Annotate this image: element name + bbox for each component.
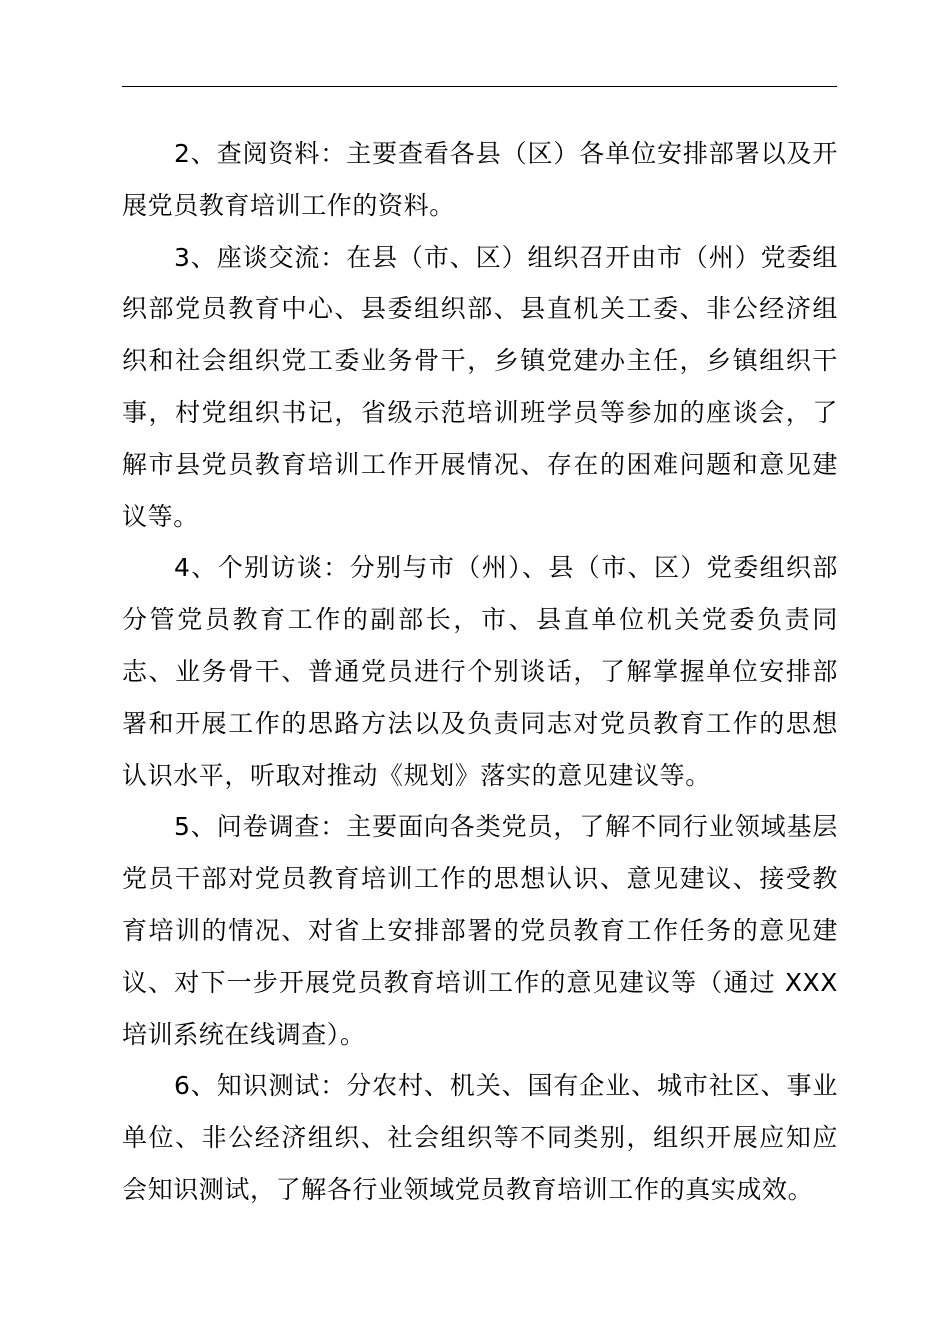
document-body (122, 128, 838, 1216)
paragraph-individual-interview: 4、个别访谈：分别与市（州）、县（市、区）党委组织部分管党员教育工作的副部长，市、县直单位机关党委负责同志、业务骨干、普通党员进行个别谈话，了解掌握单位安排部署和开展工作的思路方法以及负责同志对党员教育工作的思想认识水平，听取对推动《规划》落实的意见建议等。 (122, 553, 838, 790)
paragraph-questionnaire: 5、问卷调查：主要面向各类党员，了解不同行业领域基层党员干部对党员教育培训工作的思想认识、意见建议、接受教育培训的情况、对省上安排部署的党员教育工作任务的意见建议、对下一步开展党员教育培训工作的意见建议等（通过 XXX 培训系统在线调查）。 (122, 812, 838, 1049)
paragraph-review-materials: 2、查阅资料：主要查看各县（区）各单位安排部署以及开展党员教育培训工作的资料。 (122, 139, 838, 220)
paragraph-knowledge-test: 6、知识测试：分农村、机关、国有企业、城市社区、事业单位、非公经济组织、社会组织等不同类别，组织开展应知应会知识测试，了解各行业领域党员教育培训工作的真实成效。 (122, 1071, 838, 1204)
header-rule (122, 86, 837, 87)
paragraph-discussion: 3、座谈交流：在县（市、区）组织召开由市（州）党委组织部党员教育中心、县委组织部、县直机关工委、非公经济组织和社会组织党工委业务骨干，乡镇党建办主任，乡镇组织干事，村党组织书记，省级示范培训班学员等参加的座谈会，了解市县党员教育培训工作开展情况、存在的困难问题和意见建议等。 (122, 242, 838, 531)
